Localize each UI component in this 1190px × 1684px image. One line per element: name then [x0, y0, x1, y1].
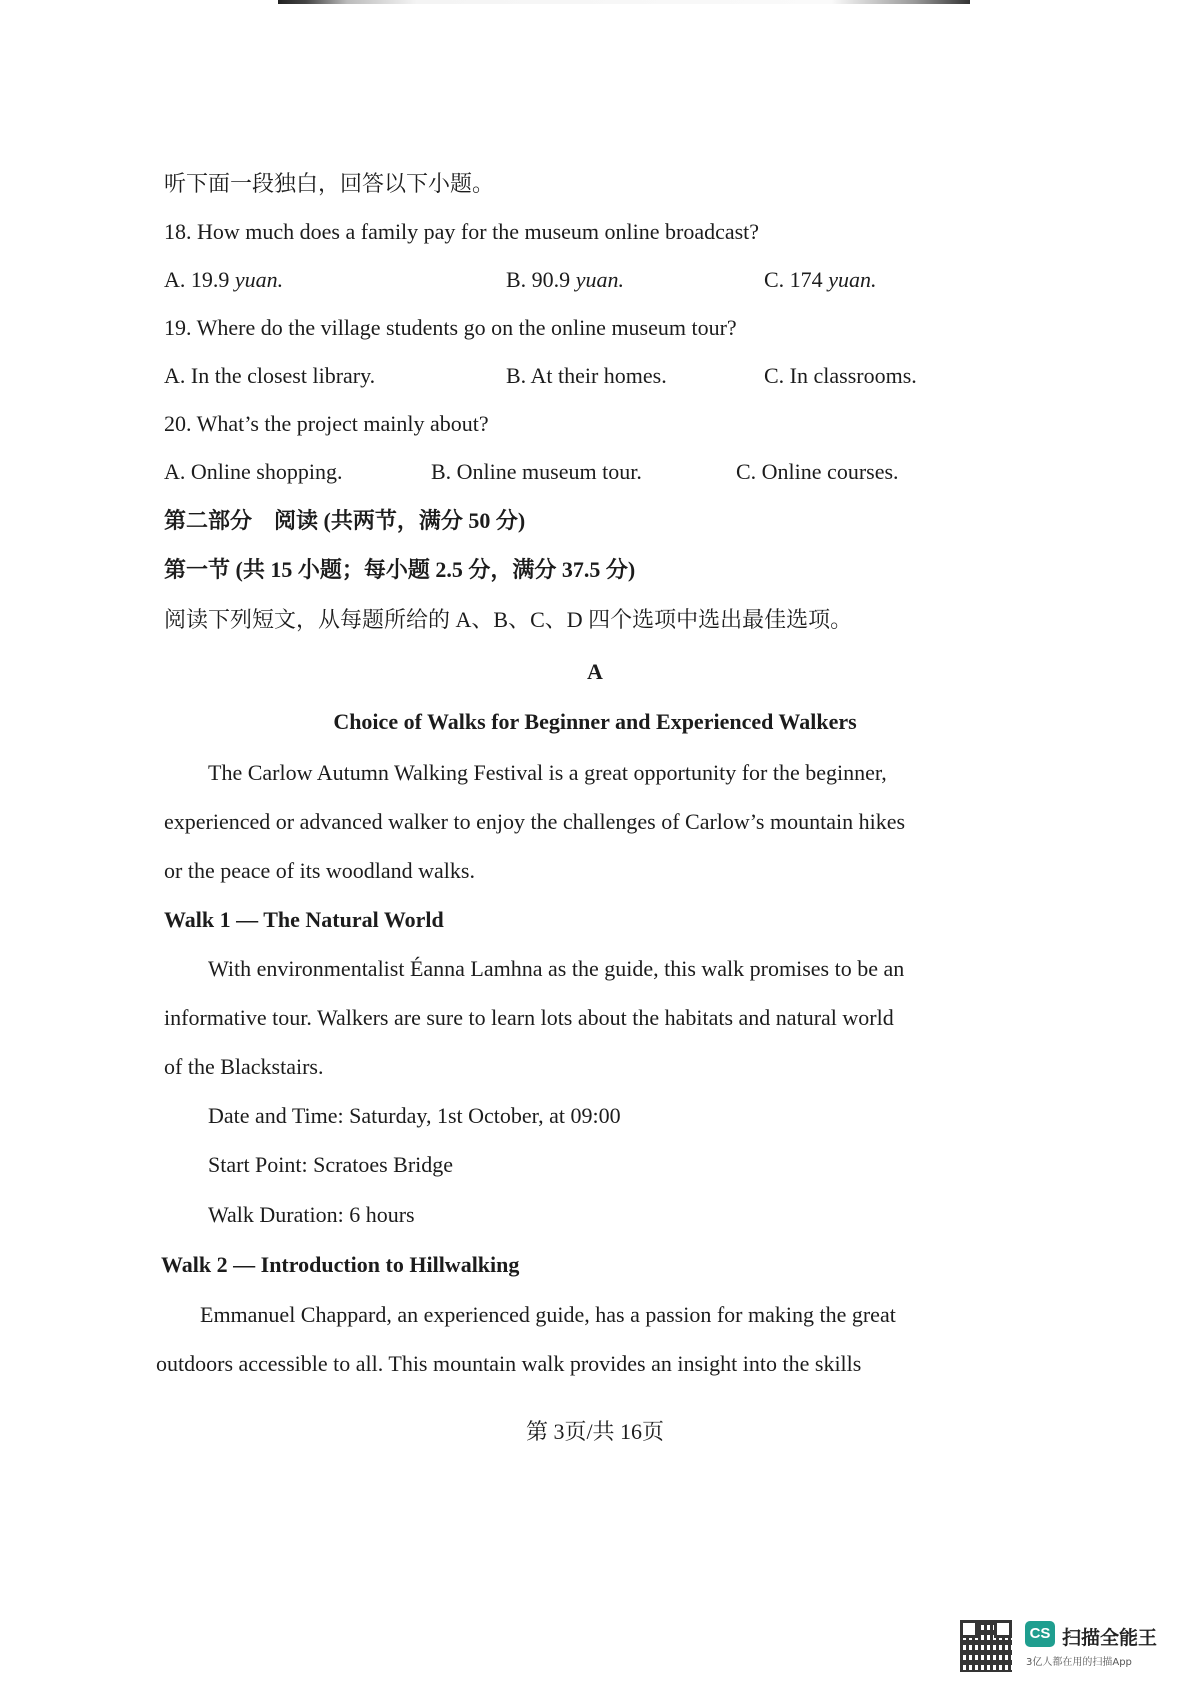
- question-20-option-a: A. Online shopping.: [164, 459, 343, 484]
- reading-instruction: 阅读下列短文，从每题所给的 A、B、C、D 四个选项中选出最佳选项。: [164, 607, 853, 632]
- question-19-option-c: C. In classrooms.: [764, 363, 917, 388]
- intro-line-2: experienced or advanced walker to enjoy the challenges of Carlow’s mountain hikes: [164, 809, 906, 834]
- scanner-app-name: 扫描全能王: [1062, 1627, 1158, 1649]
- part2-heading: 第二部分 阅读 (共两节，满分 50 分): [164, 508, 526, 533]
- question-18-option-a: A. 19.9 yuan.: [164, 267, 284, 292]
- intro-line-1: The Carlow Autumn Walking Festival is a great opportunity for the beginner,: [208, 760, 887, 785]
- walk1-start-point: Start Point: Scratoes Bridge: [208, 1152, 454, 1177]
- walk1-line-1: With environmentalist Éanna Lamhna as the guide, this walk promises to be an: [208, 956, 905, 981]
- question-20-option-c: C. Online courses.: [736, 459, 899, 484]
- question-18-option-b: B. 90.9 yuan.: [506, 267, 624, 292]
- question-18-option-c: C. 174 yuan.: [764, 267, 877, 292]
- question-20-stem: 20. What’s the project mainly about?: [164, 411, 489, 436]
- walk1-line-3: of the Blackstairs.: [164, 1054, 324, 1079]
- intro-line-3: or the peace of its woodland walks.: [164, 858, 475, 883]
- scanner-logo: CS: [1025, 1621, 1055, 1647]
- qr-code-icon: [960, 1620, 1012, 1672]
- question-20-option-b: B. Online museum tour.: [431, 459, 642, 484]
- page-footer: 第 3页/共 16页: [525, 1419, 665, 1444]
- passage-title: Choice of Walks for Beginner and Experienced Walkers: [333, 709, 857, 734]
- listening-instruction: 听下面一段独白，回答以下小题。: [164, 171, 495, 196]
- walk2-line-2: outdoors accessible to all. This mountain walk provides an insight into the skills: [156, 1351, 862, 1376]
- scan-edge-bar: [278, 0, 970, 4]
- walk1-title: Walk 1 — The Natural World: [164, 907, 444, 932]
- walk1-duration: Walk Duration: 6 hours: [208, 1202, 415, 1227]
- walk2-line-1: Emmanuel Chappard, an experienced guide, has a passion for making the great: [200, 1302, 896, 1327]
- walk1-line-2: informative tour. Walkers are sure to learn lots about the habitats and natural world: [164, 1005, 894, 1030]
- scanner-tagline: 3亿人都在用的扫描App: [1026, 1657, 1132, 1668]
- section1-heading: 第一节 (共 15 小题；每小题 2.5 分，满分 37.5 分): [164, 557, 636, 582]
- passage-letter: A: [587, 659, 603, 684]
- walk1-date-time: Date and Time: Saturday, 1st October, at 09:00: [208, 1103, 621, 1128]
- walk2-title: Walk 2 — Introduction to Hillwalking: [161, 1252, 520, 1277]
- question-18-stem: 18. How much does a family pay for the museum online broadcast?: [164, 219, 760, 244]
- question-19-option-b: B. At their homes.: [506, 363, 667, 388]
- question-19-stem: 19. Where do the village students go on the online museum tour?: [164, 315, 737, 340]
- question-19-option-a: A. In the closest library.: [164, 363, 376, 388]
